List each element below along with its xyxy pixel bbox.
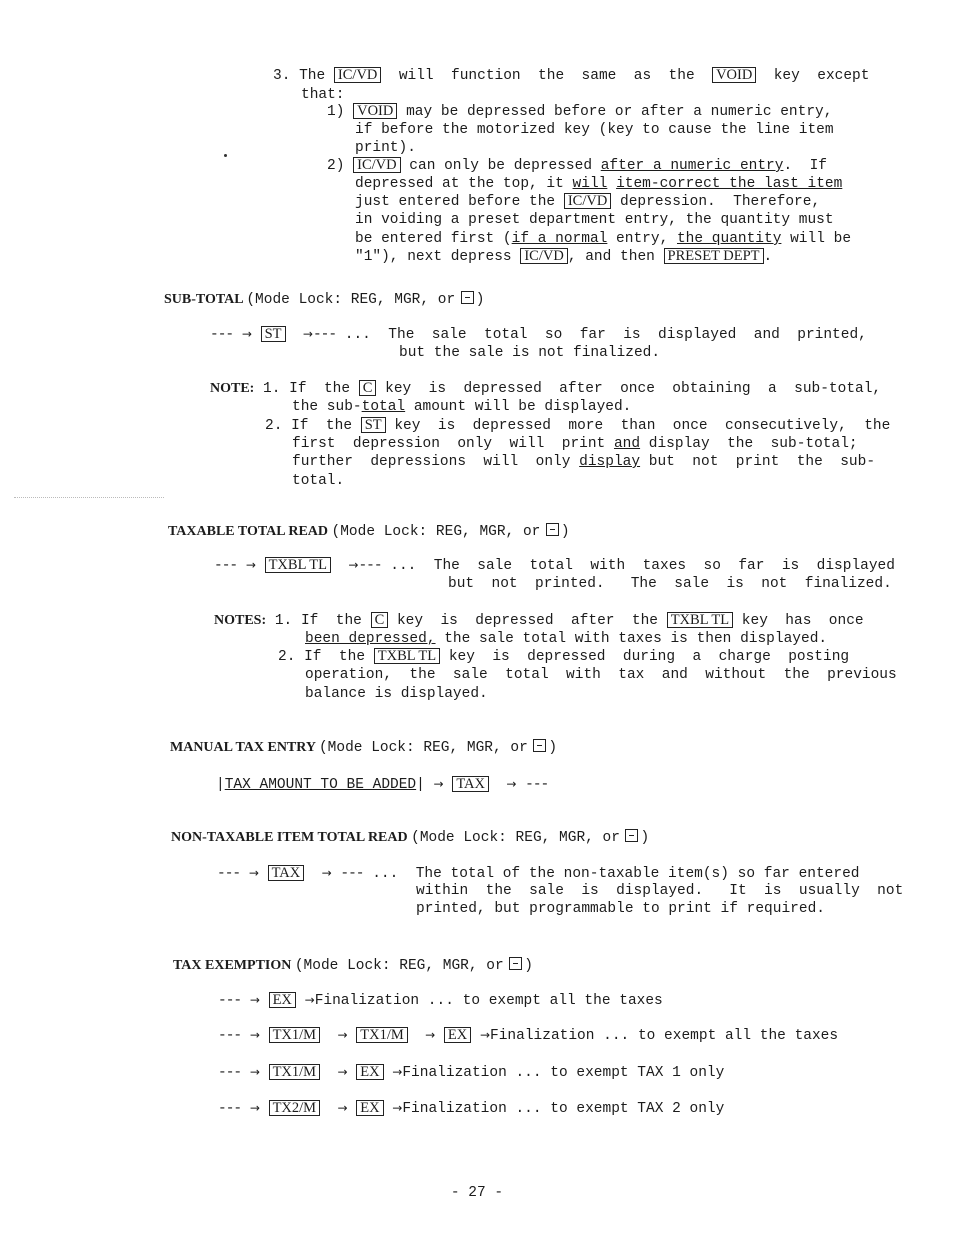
mode-end: ) <box>524 958 533 974</box>
tx1m-key-icon: TX1/M <box>269 1027 321 1043</box>
text: will be <box>781 231 852 247</box>
arrow-right-icon: → <box>425 1028 436 1042</box>
text: the sale total with taxes is then displayed. <box>435 631 828 647</box>
mode-end: ) <box>548 740 558 756</box>
nontaxable-heading <box>171 829 649 847</box>
text: further depressions will only <box>292 454 571 470</box>
dash: --- <box>214 558 238 574</box>
arrow-right-icon: → <box>302 327 313 341</box>
sub-1-line-1 <box>327 103 832 121</box>
text: key is depressed after once obtaining a sub-total, <box>385 381 882 397</box>
taxable-desc-2: but not printed. The sale is not finalized. <box>448 576 892 592</box>
text: display the sub-total; <box>648 436 858 452</box>
arrow-right-icon: → <box>337 1028 348 1042</box>
nontaxable-desc-2: within the sale is displayed. It is usually not <box>416 883 904 899</box>
item-3-line-2: that: <box>301 87 345 103</box>
heading-text: TAX EXEMPTION <box>173 958 292 973</box>
item-number: 3. <box>273 68 291 84</box>
arrow-right-icon: → <box>337 1101 348 1115</box>
subtotal-note-2-line-3 <box>292 453 875 471</box>
mode-text: (Mode Lock: REG, MGR, or <box>318 740 528 756</box>
text: key is depressed more than once consecutively, the <box>394 418 891 434</box>
st-key-icon: ST <box>261 326 286 342</box>
exemption-row-2 <box>218 1026 838 1045</box>
text: ... The total of the non-taxable item(s) so far entered <box>372 866 860 882</box>
underlined-text: the quantity <box>676 231 782 247</box>
dash: --- <box>218 1101 242 1117</box>
mode-end: ) <box>560 524 570 540</box>
heading-text: SUB-TOTAL <box>164 292 243 307</box>
note-number: 1. <box>263 381 281 397</box>
underlined-text: after a numeric entry <box>600 158 784 174</box>
text: . <box>763 249 773 265</box>
taxable-note-1 <box>214 612 864 630</box>
text: , and then <box>567 249 655 265</box>
subtotal-note-2-line-4: total. <box>292 473 345 489</box>
scan-margin-mark <box>14 497 164 498</box>
sub-2-line-4: in voiding a preset department entry, the quantity must <box>355 212 834 228</box>
text: key except <box>773 68 870 84</box>
arrow-right-icon: → <box>348 558 359 572</box>
sub-2-line-6 <box>355 248 772 266</box>
text: ... The sale total with taxes so far is displayed <box>390 558 895 574</box>
text: "1"), next depress <box>355 249 512 265</box>
item-3-line-1 <box>273 67 869 85</box>
minus-key-icon <box>625 829 638 842</box>
text: ... The sale total so far is displayed and printed, <box>344 327 867 343</box>
sub-2-line-2 <box>355 175 842 193</box>
taxable-heading <box>168 523 570 541</box>
dash: --- <box>210 327 234 343</box>
st-key-icon: ST <box>361 417 386 433</box>
mode-text: (Mode Lock: REG, MGR, or <box>246 292 456 308</box>
arrow-right-icon: → <box>249 993 260 1007</box>
text: will function the same as the <box>398 68 695 84</box>
subtotal-note-2-line-2 <box>292 435 858 453</box>
text: be entered first ( <box>355 231 512 247</box>
heading-text: TAXABLE TOTAL READ <box>168 524 329 539</box>
text: key has once <box>741 613 864 629</box>
text: If the <box>291 418 353 434</box>
manual-tax-heading <box>170 739 557 757</box>
mode-end: ) <box>640 830 650 846</box>
sub-1-line-2: if before the motorized key (key to cause the line item <box>355 122 834 138</box>
tx1m-key-icon: TX1/M <box>269 1064 321 1080</box>
tax-amount-field: TAX AMOUNT TO BE ADDED <box>224 777 417 793</box>
arrow-right-icon: → <box>479 1028 491 1042</box>
dash: --- <box>218 1028 242 1044</box>
underlined-text: total <box>361 399 406 415</box>
text: If the <box>304 649 366 665</box>
text: depressed at the top, it <box>355 176 564 192</box>
subtotal-sequence <box>210 325 867 344</box>
tax-key-icon: TAX <box>452 776 489 792</box>
dash: --- <box>525 777 549 793</box>
txbl-tl-key-icon: TXBL TL <box>265 557 331 573</box>
text: may be depressed before or after a numeric entry, <box>406 104 833 120</box>
note-label: NOTE: <box>210 381 255 396</box>
void-key-icon: VOID <box>712 67 756 83</box>
taxable-note-2-line-2: operation, the sale total with tax and without the previous <box>305 667 897 683</box>
heading-text: NON-TAXABLE ITEM TOTAL READ <box>171 830 408 845</box>
ic-vd-key-icon: IC/VD <box>353 157 400 173</box>
sub-2-line-3 <box>355 193 820 211</box>
note-number: 2. <box>278 649 296 665</box>
dash: --- <box>217 866 241 882</box>
arrow-right-icon: → <box>433 777 444 791</box>
mode-text: (Mode Lock: REG, MGR, or <box>411 830 620 846</box>
arrow-right-icon: → <box>304 993 315 1007</box>
page-number: - 27 - <box>450 1185 504 1201</box>
minus-key-icon <box>461 291 474 304</box>
subtotal-heading <box>164 291 484 309</box>
text: Finalization ... to exempt TAX 1 only <box>402 1065 725 1081</box>
arrow-right-icon: → <box>249 1028 260 1042</box>
taxable-note-1-line-2 <box>305 630 827 648</box>
taxable-sequence <box>214 556 895 575</box>
arrow-right-icon: → <box>392 1065 403 1079</box>
mode-text: (Mode Lock: REG, MGR, or <box>331 524 541 540</box>
tx2m-key-icon: TX2/M <box>269 1100 321 1116</box>
minus-key-icon <box>533 739 546 752</box>
ic-vd-key-icon: IC/VD <box>564 193 611 209</box>
underlined-text: and <box>613 436 641 452</box>
text: just entered before the <box>355 194 556 210</box>
mode-end: ) <box>475 292 485 308</box>
arrow-right-icon: → <box>249 1065 260 1079</box>
text: . If <box>783 158 827 174</box>
arrow-right-icon: → <box>245 558 256 572</box>
sub-2-line-1 <box>327 157 827 175</box>
tax-key-icon: TAX <box>268 865 305 881</box>
exemption-row-1 <box>218 991 663 1010</box>
preset-dept-key-icon: PRESET DEPT <box>664 248 764 264</box>
subtotal-desc-2: but the sale is not finalized. <box>399 345 661 361</box>
exemption-row-4 <box>218 1099 724 1118</box>
text: If the <box>289 381 351 397</box>
underlined-text: display <box>579 454 641 470</box>
arrow-right-icon: → <box>321 866 332 880</box>
txbl-tl-key-icon: TXBL TL <box>667 612 733 628</box>
ex-key-icon: EX <box>269 992 296 1008</box>
minus-key-icon <box>546 523 559 536</box>
manual-tax-sequence: |TAX AMOUNT TO BE ADDED| → TAX → --- <box>216 776 549 793</box>
c-key-icon: C <box>371 612 389 628</box>
arrow-right-icon: → <box>241 327 252 341</box>
text: Finalization ... to exempt TAX 2 only <box>402 1101 725 1117</box>
subtotal-note-1 <box>210 380 881 398</box>
notes-label: NOTES: <box>214 613 267 628</box>
dash: --- <box>218 1065 242 1081</box>
text: first depression only will print <box>292 436 606 452</box>
txbl-tl-key-icon: TXBL TL <box>374 648 440 664</box>
nontaxable-desc-3: printed, but programmable to print if required. <box>416 901 825 917</box>
arrow-right-icon: → <box>392 1101 403 1115</box>
text: Finalization ... to exempt all the taxes <box>314 993 663 1009</box>
taxable-note-2 <box>278 648 849 666</box>
text: can only be depressed <box>409 158 593 174</box>
c-key-icon: C <box>359 380 377 396</box>
minus-key-icon <box>509 957 522 970</box>
stray-mark <box>224 154 227 157</box>
arrow-right-icon: → <box>506 777 517 791</box>
arrow-right-icon: → <box>337 1065 348 1079</box>
text: but not print the sub- <box>648 454 876 470</box>
sub-1-line-3: print). <box>355 140 416 156</box>
heading-text: MANUAL TAX ENTRY <box>170 740 316 755</box>
subtotal-note-2 <box>265 417 890 435</box>
ex-key-icon: EX <box>356 1100 383 1116</box>
text: Finalization ... to exempt all the taxes <box>490 1028 839 1044</box>
dash: --- <box>218 993 242 1009</box>
dash: --- <box>358 558 382 574</box>
text: entry, <box>607 231 669 247</box>
underlined-text: item-correct the last item <box>616 176 843 192</box>
taxable-note-2-line-3: balance is displayed. <box>305 686 488 702</box>
underlined-text: been depressed, <box>305 631 436 647</box>
sub-number: 1) <box>327 104 345 120</box>
text: key is depressed during a charge posting <box>448 649 850 665</box>
text: key is depressed after the <box>396 613 658 629</box>
text: the sub- <box>292 399 362 415</box>
arrow-right-icon: → <box>249 1101 260 1115</box>
text: The <box>299 68 326 84</box>
note-number: 1. <box>274 613 293 629</box>
text: amount will be displayed. <box>405 399 632 415</box>
sub-number: 2) <box>327 158 345 174</box>
arrow-right-icon: → <box>248 866 259 880</box>
ic-vd-key-icon: IC/VD <box>520 248 567 264</box>
mode-text: (Mode Lock: REG, MGR, or <box>294 958 504 974</box>
nontaxable-sequence <box>217 864 859 883</box>
dash: --- <box>340 866 364 882</box>
subtotal-note-1-line-2 <box>292 398 631 416</box>
dash: --- <box>312 327 337 343</box>
exemption-row-3 <box>218 1063 724 1082</box>
underlined-text: will <box>572 176 608 192</box>
tx1m-key-icon: TX1/M <box>356 1027 408 1043</box>
sub-2-line-5 <box>355 230 851 248</box>
text: If the <box>300 613 362 629</box>
ex-key-icon: EX <box>444 1027 471 1043</box>
underlined-text: if a normal <box>511 231 608 247</box>
note-number: 2. <box>265 418 283 434</box>
void-key-icon: VOID <box>353 103 397 119</box>
text: depression. Therefore, <box>620 194 821 210</box>
ex-key-icon: EX <box>356 1064 383 1080</box>
exemption-heading <box>173 957 533 975</box>
ic-vd-key-icon: IC/VD <box>334 67 381 83</box>
